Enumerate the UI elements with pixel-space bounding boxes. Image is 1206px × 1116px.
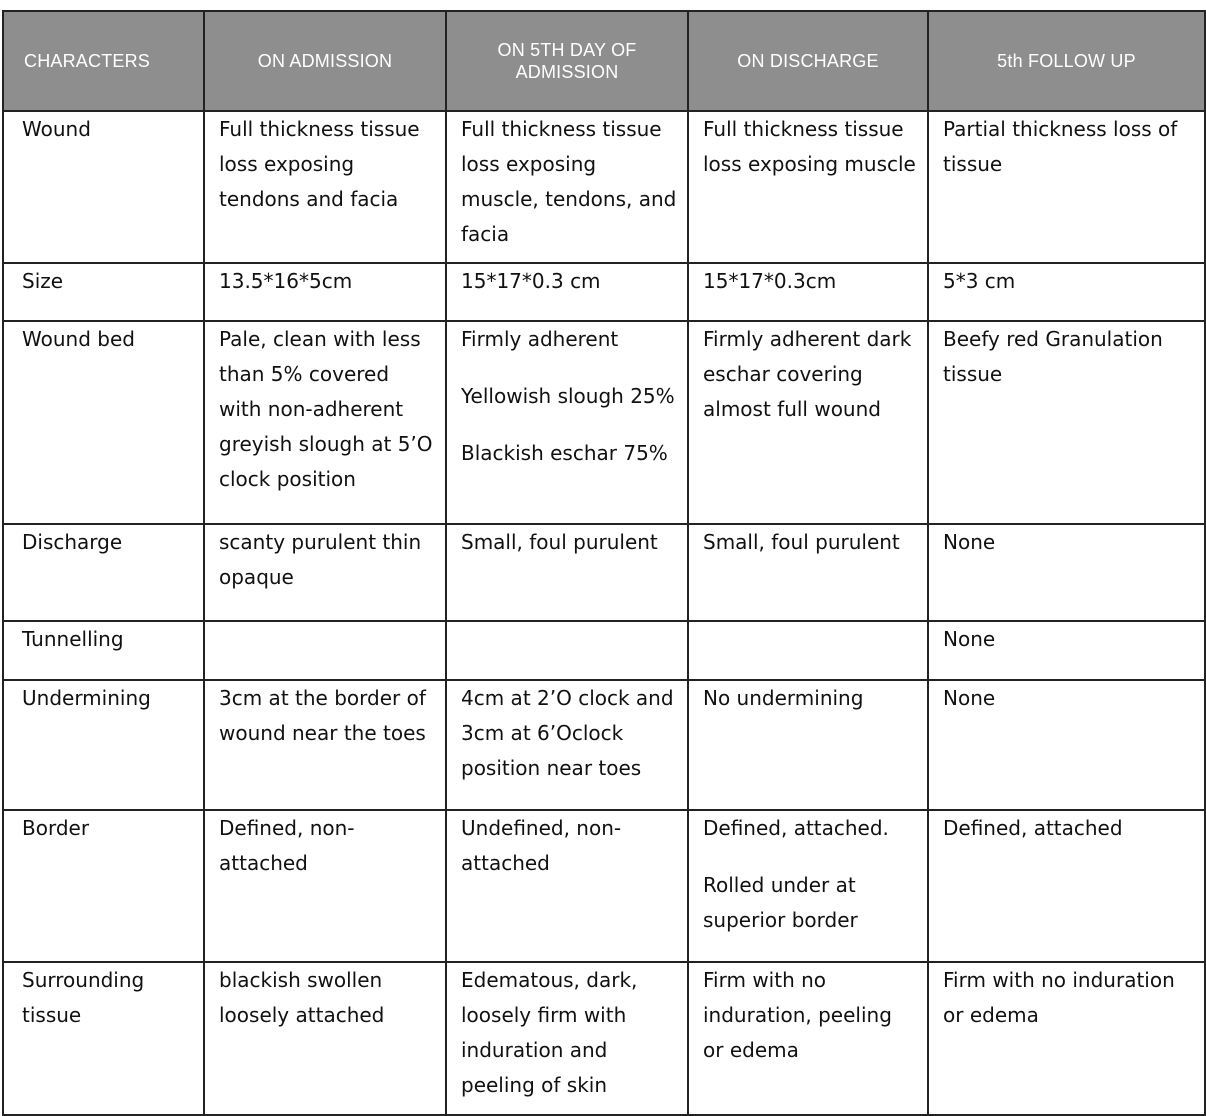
table-row bbox=[3, 111, 1205, 263]
header-5th-day-of-admission: ON 5TH DAY OF ADMISSION bbox=[446, 11, 688, 111]
cell-text: blackish swollen loosely attached bbox=[219, 968, 385, 1027]
cell-text: Small, foul purulent bbox=[703, 530, 900, 554]
cell-text: Yellowish slough 25% bbox=[461, 384, 675, 408]
cell-text: None bbox=[943, 686, 996, 710]
cell-5th-follow-up bbox=[928, 111, 1205, 263]
cell-5th-follow-up bbox=[928, 321, 1205, 524]
row-label: Undermining bbox=[3, 680, 204, 810]
cell-5th-day bbox=[446, 263, 688, 321]
cell-text: Defined, attached bbox=[943, 816, 1123, 840]
row-label: Wound bbox=[3, 111, 204, 263]
row-label: Tunnelling bbox=[3, 621, 204, 680]
table-row bbox=[3, 680, 1205, 810]
cell-on-admission bbox=[204, 680, 446, 810]
cell-text: Firmly adherent bbox=[461, 327, 619, 351]
cell-on-admission bbox=[204, 524, 446, 621]
header-on-admission: ON ADMISSION bbox=[204, 11, 446, 111]
cell-text: Pale, clean with less than 5% covered with non-adherent greyish slough at 5’O clock position bbox=[219, 327, 433, 491]
cell-text: Undefined, non-attached bbox=[461, 816, 622, 875]
cell-on-admission bbox=[204, 621, 446, 680]
header-row bbox=[3, 11, 1205, 111]
cell-on-discharge bbox=[688, 621, 928, 680]
cell-5th-follow-up bbox=[928, 810, 1205, 962]
table-row bbox=[3, 321, 1205, 524]
header-on-discharge: ON DISCHARGE bbox=[688, 11, 928, 111]
cell-on-admission bbox=[204, 810, 446, 962]
cell-on-discharge bbox=[688, 962, 928, 1115]
cell-on-discharge bbox=[688, 263, 928, 321]
cell-text: Full thickness tissue loss exposing muscle bbox=[703, 117, 916, 176]
cell-5th-follow-up bbox=[928, 524, 1205, 621]
header-characters: CHARACTERS bbox=[3, 11, 204, 111]
cell-text: Beefy red Granulation tissue bbox=[943, 327, 1163, 386]
cell-on-discharge bbox=[688, 524, 928, 621]
row-label: Discharge bbox=[3, 524, 204, 621]
table-row bbox=[3, 524, 1205, 621]
cell-5th-day bbox=[446, 111, 688, 263]
cell-on-discharge bbox=[688, 680, 928, 810]
cell-text: None bbox=[943, 627, 996, 651]
wound-assessment-table bbox=[2, 10, 1206, 1116]
cell-5th-day bbox=[446, 321, 688, 524]
cell-5th-follow-up bbox=[928, 621, 1205, 680]
cell-on-discharge bbox=[688, 321, 928, 524]
cell-5th-day bbox=[446, 524, 688, 621]
cell-text: Firm with no induration, peeling or edema bbox=[703, 968, 892, 1062]
cell-on-admission bbox=[204, 962, 446, 1115]
cell-text: Full thickness tissue loss exposing muscle, tendons, and facia bbox=[461, 117, 677, 246]
cell-text: Firm with no induration or edema bbox=[943, 968, 1175, 1027]
row-label: Wound bed bbox=[3, 321, 204, 524]
cell-5th-follow-up bbox=[928, 263, 1205, 321]
cell-text: None bbox=[943, 530, 996, 554]
table-row bbox=[3, 810, 1205, 962]
row-label: Surrounding tissue bbox=[3, 962, 204, 1115]
cell-on-discharge bbox=[688, 810, 928, 962]
cell-5th-day bbox=[446, 621, 688, 680]
cell-5th-follow-up bbox=[928, 962, 1205, 1115]
cell-text: 15*17*0.3 cm bbox=[461, 269, 601, 293]
row-label: Border bbox=[3, 810, 204, 962]
cell-text: Rolled under at superior border bbox=[703, 873, 858, 932]
cell-text: 5*3 cm bbox=[943, 269, 1016, 293]
cell-on-admission bbox=[204, 321, 446, 524]
cell-text: scanty purulent thin opaque bbox=[219, 530, 422, 589]
cell-text: 15*17*0.3cm bbox=[703, 269, 837, 293]
cell-text: Defined, attached. bbox=[703, 816, 889, 840]
cell-text: 3cm at the border of wound near the toes bbox=[219, 686, 426, 745]
row-label: Size bbox=[3, 263, 204, 321]
cell-text: Small, foul purulent bbox=[461, 530, 658, 554]
cell-5th-follow-up bbox=[928, 680, 1205, 810]
cell-text: No undermining bbox=[703, 686, 864, 710]
table-row bbox=[3, 621, 1205, 680]
cell-5th-day bbox=[446, 680, 688, 810]
cell-text: Edematous, dark, loosely firm with induration and peeling of skin bbox=[461, 968, 638, 1097]
cell-5th-day bbox=[446, 962, 688, 1115]
cell-text: Partial thickness loss of tissue bbox=[943, 117, 1178, 176]
table-row bbox=[3, 263, 1205, 321]
cell-text: 4cm at 2’O clock and 3cm at 6’Oclock position near toes bbox=[461, 686, 674, 780]
cell-text: Blackish eschar 75% bbox=[461, 441, 668, 465]
table-row bbox=[3, 962, 1205, 1115]
cell-text: Firmly adherent dark eschar covering almost full wound bbox=[703, 327, 912, 421]
cell-text: Full thickness tissue loss exposing tendons and facia bbox=[219, 117, 420, 211]
header-5th-follow-up: 5th FOLLOW UP bbox=[928, 11, 1205, 111]
cell-text: Defined, non-attached bbox=[219, 816, 355, 875]
cell-on-admission bbox=[204, 111, 446, 263]
cell-text: 13.5*16*5cm bbox=[219, 269, 353, 293]
cell-on-admission bbox=[204, 263, 446, 321]
cell-5th-day bbox=[446, 810, 688, 962]
cell-on-discharge bbox=[688, 111, 928, 263]
